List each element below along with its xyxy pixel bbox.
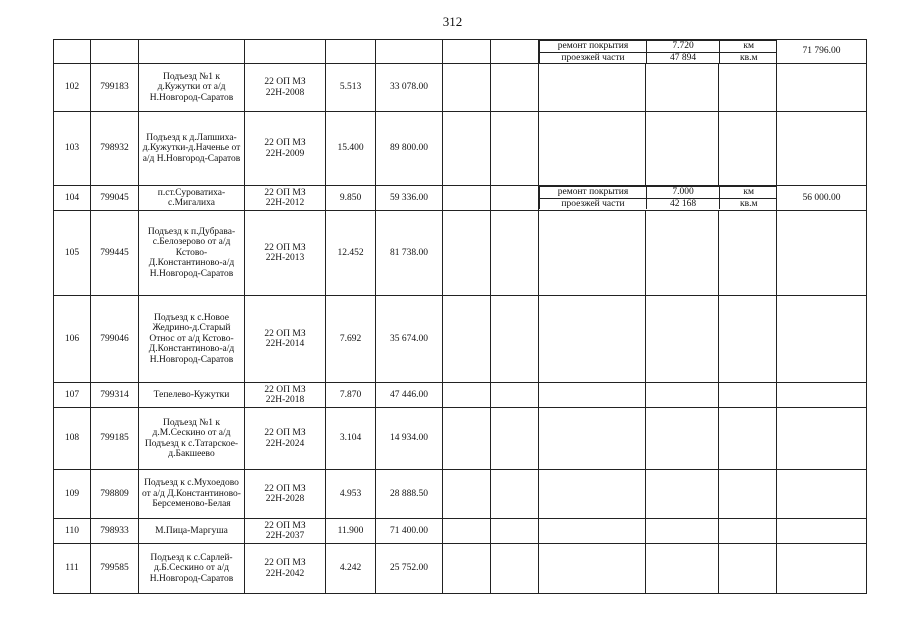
road-id: 22 ОП МЗ 22Н-2028	[245, 470, 326, 519]
amount: 14 934.00	[376, 408, 443, 470]
row-number: 103	[54, 112, 91, 186]
road-length: 15.400	[326, 112, 376, 186]
road-code: 798933	[91, 519, 139, 544]
road-name: Подъезд к д.Лапшиха-д.Кужутки-д.Наченье от а/д Н.Новгород-Саратов	[139, 112, 245, 186]
unit: кв.м	[720, 198, 777, 209]
row-number: 111	[54, 544, 91, 594]
road-id: 22 ОП МЗ 22Н-2008	[245, 64, 326, 112]
road-code: 798932	[91, 112, 139, 186]
road-name: Тепелево-Кужутки	[139, 383, 245, 408]
road-code: 799445	[91, 211, 139, 296]
row-number: 109	[54, 470, 91, 519]
amount: 89 800.00	[376, 112, 443, 186]
road-length: 7.692	[326, 296, 376, 383]
road-code: 799046	[91, 296, 139, 383]
row-number: 106	[54, 296, 91, 383]
repair-cost: 71 796.00	[777, 40, 867, 64]
road-length: 3.104	[326, 408, 376, 470]
work-type: ремонт покрытия	[540, 187, 647, 199]
road-name: п.ст.Суроватиха-с.Мигалиха	[139, 186, 245, 211]
quantity: 7.720	[647, 41, 720, 53]
table-row	[54, 186, 867, 211]
road-length: 4.953	[326, 470, 376, 519]
amount: 25 752.00	[376, 544, 443, 594]
road-code: 799314	[91, 383, 139, 408]
amount: 28 888.50	[376, 470, 443, 519]
row-number: 102	[54, 64, 91, 112]
repair-cost: 56 000.00	[777, 186, 867, 211]
table-row	[54, 383, 867, 408]
amount: 47 446.00	[376, 383, 443, 408]
table-row	[54, 40, 867, 64]
road-name: Подъезд к с.Новое Жедрино-д.Старый Относ от а/д Кстово-Д.Константиново-а/д Н.Новгород-Саратов	[139, 296, 245, 383]
road-id: 22 ОП МЗ 22Н-2014	[245, 296, 326, 383]
work-type: проезжей части	[540, 198, 647, 209]
road-name: Подъезд к с.Мухоедово от а/д Д.Константиново-Берсеменово-Белая	[139, 470, 245, 519]
row-number: 104	[54, 186, 91, 211]
road-length: 12.452	[326, 211, 376, 296]
unit: км	[720, 187, 777, 199]
road-code: 799183	[91, 64, 139, 112]
road-name: Подъезд к п.Дубрава-с.Белозерово от а/д Кстово-Д.Константиново-а/д Н.Новгород-Саратов	[139, 211, 245, 296]
road-length: 5.513	[326, 64, 376, 112]
row-number: 107	[54, 383, 91, 408]
quantity: 47 894	[647, 52, 720, 63]
road-name: Подъезд №1 к д.М.Сескино от а/д Подъезд к с.Татарское-д.Бакшеево	[139, 408, 245, 470]
table-row	[54, 408, 867, 470]
table-row	[54, 296, 867, 383]
quantity: 42 168	[647, 198, 720, 209]
road-id: 22 ОП МЗ 22Н-2012	[245, 186, 326, 211]
road-name: М.Пица-Маргуша	[139, 519, 245, 544]
table-row	[54, 470, 867, 519]
table-row	[54, 519, 867, 544]
work-details	[539, 186, 777, 211]
unit: кв.м	[720, 52, 777, 63]
road-name: Подъезд №1 к д.Кужутки от а/д Н.Новгород-Саратов	[139, 64, 245, 112]
road-id: 22 ОП МЗ 22Н-2018	[245, 383, 326, 408]
table-row	[54, 64, 867, 112]
road-code: 798809	[91, 470, 139, 519]
road-id: 22 ОП МЗ 22Н-2024	[245, 408, 326, 470]
amount: 33 078.00	[376, 64, 443, 112]
work-type: проезжей части	[540, 52, 647, 63]
road-length: 4.242	[326, 544, 376, 594]
road-code: 799185	[91, 408, 139, 470]
road-length: 11.900	[326, 519, 376, 544]
work-type: ремонт покрытия	[540, 41, 647, 53]
table-row	[54, 211, 867, 296]
road-length: 9.850	[326, 186, 376, 211]
amount: 35 674.00	[376, 296, 443, 383]
quantity: 7.000	[647, 187, 720, 199]
table-row	[54, 544, 867, 594]
row-number: 105	[54, 211, 91, 296]
road-id: 22 ОП МЗ 22Н-2037	[245, 519, 326, 544]
unit: км	[720, 41, 777, 53]
row-number: 110	[54, 519, 91, 544]
road-code: 799585	[91, 544, 139, 594]
road-id: 22 ОП МЗ 22Н-2009	[245, 112, 326, 186]
road-length: 7.870	[326, 383, 376, 408]
amount: 81 738.00	[376, 211, 443, 296]
page-number: 312	[442, 14, 463, 29]
road-code: 799045	[91, 186, 139, 211]
road-id: 22 ОП МЗ 22Н-2013	[245, 211, 326, 296]
table-row	[54, 112, 867, 186]
row-number: 108	[54, 408, 91, 470]
amount: 71 400.00	[376, 519, 443, 544]
roads-table	[53, 39, 867, 594]
road-id: 22 ОП МЗ 22Н-2042	[245, 544, 326, 594]
amount: 59 336.00	[376, 186, 443, 211]
work-details	[539, 40, 777, 64]
road-name: Подъезд к с.Сарлей-д.Б.Сескино от а/д Н.Новгород-Саратов	[139, 544, 245, 594]
